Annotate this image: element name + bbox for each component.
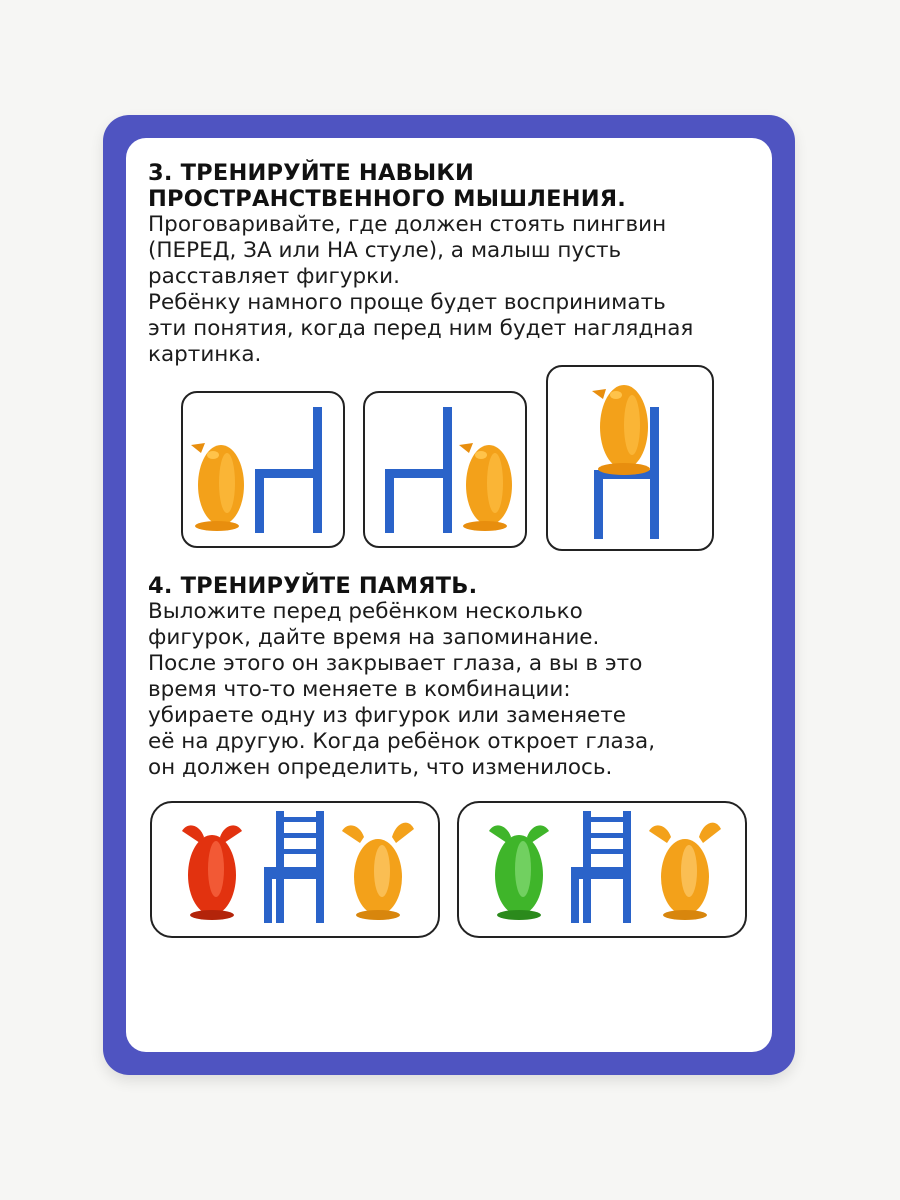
tile-penguin-in-front (181, 391, 345, 548)
section4-heading: 4. ТРЕНИРУЙТЕ ПАМЯТЬ. (148, 573, 478, 599)
section-memory (148, 573, 758, 781)
penguin-orange-icon (649, 823, 721, 920)
tile-penguin-on (546, 365, 714, 551)
penguin-orange-icon (459, 443, 512, 531)
chair-blue-icon (264, 811, 324, 923)
text-line: эти понятия, когда перед ним будет наглядная (148, 316, 694, 341)
text-line: Выложите перед ребёнком несколько (148, 599, 583, 624)
chair-blue-icon (571, 811, 631, 923)
card-panel (126, 138, 772, 1052)
penguin-orange-icon (592, 385, 650, 475)
penguin-red-icon (182, 825, 242, 920)
combination-before (150, 801, 440, 938)
penguin-orange-icon (342, 823, 414, 920)
text-line: время что-то меняете в комбинации: (148, 677, 571, 702)
text-line: фигурок, дайте время на запоминание. (148, 625, 600, 650)
tile-penguin-behind (363, 391, 527, 548)
text-line: (ПЕРЕД, ЗА или НА стуле), а малыш пусть (148, 238, 622, 263)
section-spatial-thinking (148, 160, 758, 368)
penguin-orange-icon (191, 443, 244, 531)
section3-heading-line2: ПРОСТРАНСТВЕННОГО МЫШЛЕНИЯ. (148, 186, 626, 212)
chair-blue-icon (255, 407, 322, 533)
text-line: он должен определить, что изменилось. (148, 755, 613, 780)
chair-blue-icon (385, 407, 452, 533)
section3-heading-line1: 3. ТРЕНИРУЙТЕ НАВЫКИ (148, 160, 475, 186)
text-line: её на другую. Когда ребёнок откроет глаза, (148, 729, 656, 754)
instruction-card (103, 115, 795, 1075)
penguin-green-icon (489, 825, 549, 920)
text-line: Проговаривайте, где должен стоять пингвин (148, 212, 667, 237)
section4-text (148, 599, 758, 781)
text-line: расставляет фигурки. (148, 264, 400, 289)
text-line: картинка. (148, 342, 262, 367)
combination-after (457, 801, 747, 938)
text-line: убираете одну из фигурок или заменяете (148, 703, 627, 728)
text-line: После этого он закрывает глаза, а вы в это (148, 651, 643, 676)
text-line: Ребёнку намного проще будет воспринимать (148, 290, 666, 315)
section3-text (148, 212, 758, 368)
